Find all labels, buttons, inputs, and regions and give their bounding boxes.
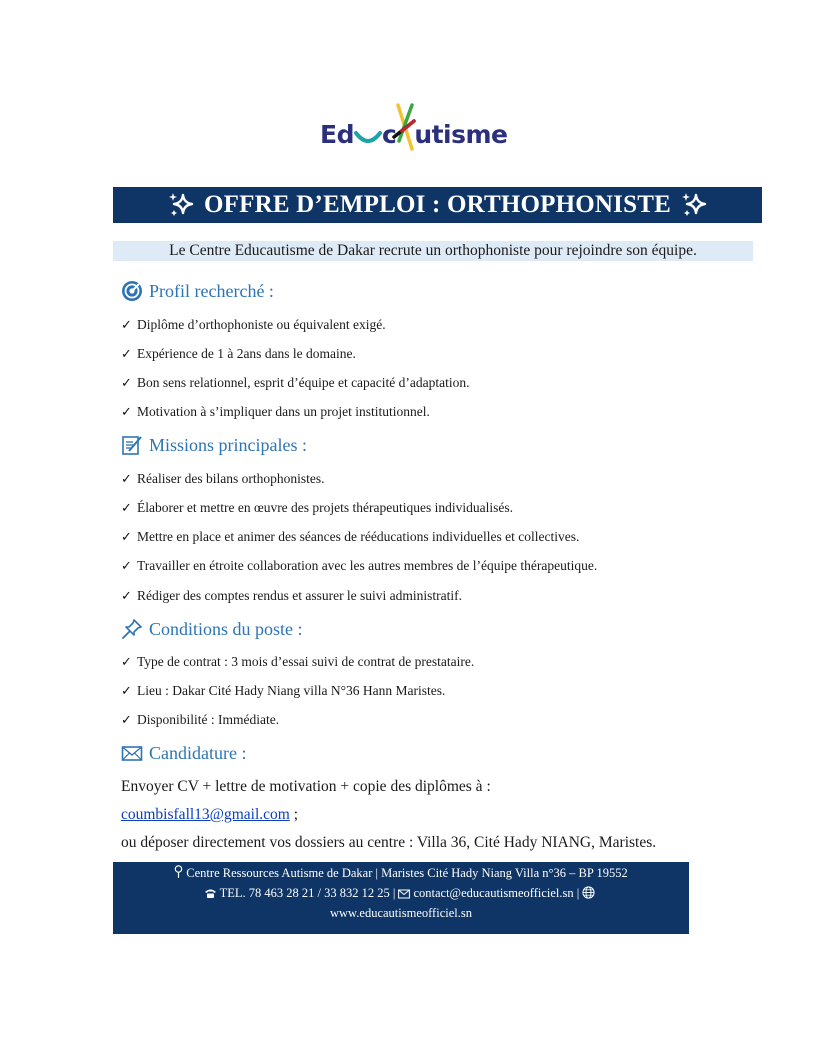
educautisme-logo [320, 102, 510, 164]
colored-x-icon [396, 117, 414, 143]
list-item: ✓ Diplôme d’orthophoniste ou équivalent exigé. [121, 317, 386, 333]
list-item: ✓ Travailler en étroite collaboration avec les autres membres de l’équipe thérapeutique. [121, 558, 598, 574]
section-heading-missions [121, 434, 307, 456]
list-item: ✓ Réaliser des bilans orthophonistes. [121, 471, 325, 487]
list-item: ✓ Mettre en place et animer des séances de rééducations individuelles et collectives. [121, 529, 580, 545]
heading-text: Candidature : [149, 742, 247, 763]
list-item: ✓ Rédiger des comptes rendus et assurer le suivi administratif. [121, 588, 463, 604]
section-heading-conditions [121, 618, 303, 640]
footer-email[interactable]: contact@educautismeofficiel.sn | [413, 886, 580, 900]
heading-text: Missions principales : [149, 434, 307, 455]
checkmark-icon: ✓ [121, 346, 132, 362]
logo-wordmark [320, 117, 508, 149]
target-icon [121, 280, 143, 302]
list-item: ✓ Élaborer et mettre en œuvre des projets thérapeutiques individualisés. [121, 500, 514, 516]
checkmark-icon: ✓ [121, 588, 132, 604]
footer-website[interactable]: www.educautismeofficiel.sn [330, 906, 472, 920]
intro-subtitle: Le Centre Educautisme de Dakar recrute un orthophoniste pour rejoindre son équipe. [113, 241, 753, 261]
smile-icon [354, 125, 382, 143]
checkmark-icon: ✓ [121, 500, 132, 516]
list-item: ✓ Lieu : Dakar Cité Hady Niang villa N°36 Hann Maristes. [121, 683, 446, 699]
section-heading-candidature [121, 742, 246, 764]
application-instructions: Envoyer CV + lettre de motivation + copie des diplômes à : [121, 778, 491, 795]
page-title: OFFRE D’EMPLOI : ORTHOPHONISTE [204, 191, 671, 218]
envelope-icon [398, 886, 410, 904]
heading-text: Conditions du poste : [149, 618, 303, 639]
pushpin-icon [121, 618, 143, 640]
logo-text-right: utisme [414, 120, 508, 149]
footer-address-line: Centre Ressources Autisme de Dakar | Maristes Cité Hady Niang Villa n°36 – BP 19552 [113, 864, 689, 884]
checkmark-icon: ✓ [121, 529, 132, 545]
checkmark-icon: ✓ [121, 471, 132, 487]
list-item: ✓ Bon sens relationnel, esprit d’équipe et capacité d’adaptation. [121, 375, 470, 391]
location-pin-icon [174, 865, 183, 884]
logo-text-mid: c [381, 120, 397, 149]
list-item: ✓ Motivation à s’impliquer dans un projet institutionnel. [121, 404, 430, 420]
sparkle-icon [166, 190, 196, 220]
checkmark-icon: ✓ [121, 558, 132, 574]
checkmark-icon: ✓ [121, 404, 132, 420]
checkmark-icon: ✓ [121, 654, 132, 670]
checkmark-icon: ✓ [121, 712, 132, 728]
footer-contact-line [113, 884, 689, 904]
application-email-link[interactable]: coumbisfall13@gmail.com [121, 806, 290, 823]
envelope-icon [121, 742, 143, 764]
checkmark-icon: ✓ [121, 683, 132, 699]
heading-text: Profil recherché : [149, 280, 274, 301]
list-item: ✓ Type de contrat : 3 mois d’essai suivi de contrat de prestataire. [121, 654, 475, 670]
contact-footer [113, 862, 689, 934]
application-dropoff-line: ou déposer directement vos dossiers au centre : Villa 36, Cité Hady NIANG, Maristes. [121, 834, 657, 851]
section-heading-profil [121, 280, 274, 302]
checkmark-icon: ✓ [121, 317, 132, 333]
email-suffix: ; [289, 806, 298, 823]
logo-text-left: Ed [320, 120, 354, 149]
footer-phone: TEL. 78 463 28 21 / 33 832 12 25 | [219, 886, 396, 900]
application-email-line [121, 806, 298, 824]
sparkle-icon [679, 190, 709, 220]
globe-icon [582, 886, 595, 904]
telephone-icon [204, 886, 217, 904]
memo-icon [121, 434, 143, 456]
checkmark-icon: ✓ [121, 375, 132, 391]
list-item: ✓ Expérience de 1 à 2ans dans le domaine. [121, 346, 356, 362]
title-banner [113, 187, 762, 223]
list-item: ✓ Disponibilité : Immédiate. [121, 712, 280, 728]
